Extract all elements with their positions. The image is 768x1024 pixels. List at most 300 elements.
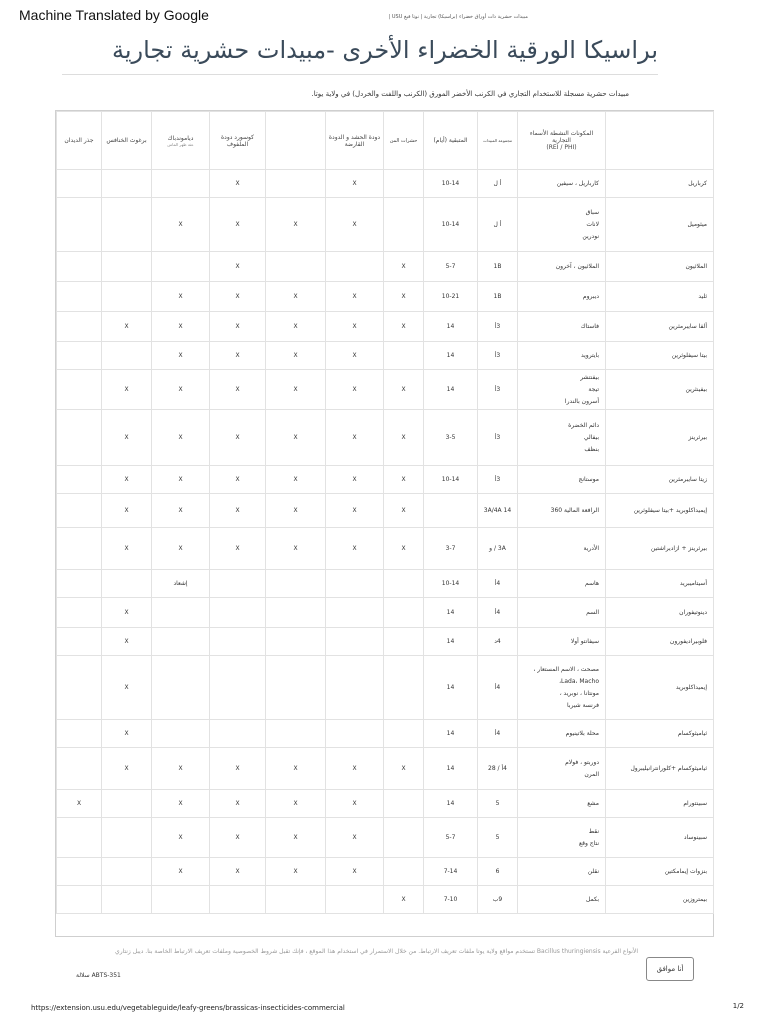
insecticide-table-container — [55, 110, 714, 937]
header-maggot: جذر الديدان — [57, 112, 102, 170]
group-cell: 1B — [478, 282, 518, 312]
worm-mark: X — [326, 466, 384, 494]
active-ingredient-cell: ميثوميل — [606, 198, 714, 252]
maggot-mark — [57, 528, 102, 570]
maggot-mark — [57, 886, 102, 914]
active-ingredient-cell: سبينوساد — [606, 818, 714, 858]
group-cell: أ ل — [478, 170, 518, 198]
looper-mark — [210, 628, 266, 656]
flea-mark: X — [102, 720, 152, 748]
brand-names-cell — [518, 720, 606, 748]
group-cell: 6 — [478, 858, 518, 886]
empty-mark: X — [266, 466, 326, 494]
active-ingredient-cell: بيتا سيفلوثرين — [606, 342, 714, 370]
maggot-mark — [57, 170, 102, 198]
dbm-mark — [152, 598, 210, 628]
worm-mark: X — [326, 528, 384, 570]
brand-name: موستانج — [578, 475, 599, 483]
empty-mark: X — [266, 282, 326, 312]
phi-cell: 14 — [424, 312, 478, 342]
flea-mark: X — [102, 466, 152, 494]
worm-mark: X — [326, 748, 384, 790]
dbm-mark: X — [152, 818, 210, 858]
header-group: مجموعة المبيدات — [478, 112, 518, 170]
brand-name: المرن — [584, 770, 599, 778]
brand-name: محلة بلاتينيوم — [565, 729, 599, 737]
looper-mark — [210, 720, 266, 748]
brand-names-cell — [518, 818, 606, 858]
brand-names-cell — [518, 282, 606, 312]
table-row — [57, 252, 714, 282]
brand-name: بايترويد — [580, 351, 599, 359]
brand-names-cell — [518, 466, 606, 494]
brand-name: الرافعة المالية 360 — [550, 506, 599, 514]
empty-mark: X — [266, 818, 326, 858]
brand-names-cell — [518, 252, 606, 282]
dbm-mark — [152, 656, 210, 720]
maggot-mark — [57, 570, 102, 598]
table-row — [57, 342, 714, 370]
worm-mark — [326, 628, 384, 656]
empty-mark — [266, 598, 326, 628]
looper-mark: X — [210, 252, 266, 282]
brand-name: نقلن — [587, 867, 599, 875]
flea-mark: X — [102, 598, 152, 628]
brand-names-cell — [518, 312, 606, 342]
active-ingredient-cell: بيرثرينز + ازاديراشتين — [606, 528, 714, 570]
brand-name: بكمل — [586, 895, 599, 903]
table-row — [57, 628, 714, 656]
phi-cell: 14 — [424, 598, 478, 628]
brand-names-cell — [518, 170, 606, 198]
aphid-mark — [384, 818, 424, 858]
brand-name: نودرين — [582, 232, 599, 240]
dbm-mark: X — [152, 790, 210, 818]
worm-mark: X — [326, 342, 384, 370]
brand-name: نقط — [588, 827, 599, 835]
phi-cell: 7-10 — [424, 886, 478, 914]
maggot-mark — [57, 410, 102, 466]
dbm-mark: X — [152, 198, 210, 252]
dbm-mark: X — [152, 410, 210, 466]
maggot-mark — [57, 628, 102, 656]
active-ingredient-cell: أسيتاميبريد — [606, 570, 714, 598]
empty-mark: X — [266, 198, 326, 252]
group-cell: 3أ — [478, 410, 518, 466]
aphid-mark: X — [384, 252, 424, 282]
worm-mark: X — [326, 858, 384, 886]
maggot-mark — [57, 818, 102, 858]
page-subtitle: مبيدات حشرية مسجلة للاستخدام التجاري في الكرنب الأخضر المورق (الكرنب واللفت والخردل) في ولاية يوتا. — [311, 90, 629, 98]
phi-cell: 10-21 — [424, 282, 478, 312]
header-brand-label: المكونات النشطة الأسماء التجارية — [529, 130, 594, 144]
empty-mark: X — [266, 370, 326, 410]
looper-mark: X — [210, 312, 266, 342]
maggot-mark — [57, 858, 102, 886]
dbm-mark: X — [152, 494, 210, 528]
group-cell: 4أ — [478, 570, 518, 598]
dbm-mark: X — [152, 858, 210, 886]
dbm-mark: X — [152, 342, 210, 370]
aphid-mark — [384, 570, 424, 598]
brand-names-cell — [518, 858, 606, 886]
header-dbm-sub: عثة ظهر الماس — [167, 141, 194, 147]
empty-mark: X — [266, 494, 326, 528]
flea-mark — [102, 886, 152, 914]
group-cell: 4أ — [478, 598, 518, 628]
worm-mark — [326, 252, 384, 282]
worm-mark: X — [326, 170, 384, 198]
active-ingredient-cell: كرباريل — [606, 170, 714, 198]
maggot-mark — [57, 466, 102, 494]
aphid-mark — [384, 656, 424, 720]
flea-mark: X — [102, 656, 152, 720]
cookie-notice: الأنواع الفرعية Bacillus thuringiensis تستخدم مواقع ولاية يوتا ملفات تعريف الارتباط. من خلال الاستمرار في استخدام هذا الموقع ، فإنك تقبل شروط الخصوصية وملفات تعريف الارتباط الخاصة بنا. ديبل زنتاري — [115, 948, 638, 955]
active-ingredient-cell: بيفينثرين — [606, 370, 714, 410]
dbm-mark: X — [152, 312, 210, 342]
table-row — [57, 748, 714, 790]
maggot-mark: X — [57, 790, 102, 818]
header-dbm-label: دياموندباك — [167, 134, 194, 142]
active-ingredient-cell: فلوبيراديفورون — [606, 628, 714, 656]
brand-name: دوربتو ، فولام — [565, 758, 599, 766]
worm-mark: X — [326, 370, 384, 410]
aphid-mark: X — [384, 528, 424, 570]
brand-name: سباق — [585, 208, 599, 216]
looper-mark: X — [210, 170, 266, 198]
table-row — [57, 370, 714, 410]
aphid-mark: X — [384, 410, 424, 466]
table-row — [57, 528, 714, 570]
phi-cell: 10-14 — [424, 198, 478, 252]
looper-mark — [210, 656, 266, 720]
brand-name: فاستاك — [580, 322, 599, 330]
aphid-mark: X — [384, 886, 424, 914]
phi-cell: 10-14 — [424, 170, 478, 198]
header-worm: دودة الحشد و الدودة القارضة — [326, 112, 384, 170]
worm-mark — [326, 570, 384, 598]
phi-cell: 3-7 — [424, 528, 478, 570]
phi-cell: 5-7 — [424, 818, 478, 858]
phi-cell: 3-5 — [424, 410, 478, 466]
table-row — [57, 410, 714, 466]
looper-mark: X — [210, 818, 266, 858]
brand-names-cell — [518, 198, 606, 252]
active-ingredient-cell: إيميداكلوبريد — [606, 656, 714, 720]
empty-mark — [266, 886, 326, 914]
brand-names-cell — [518, 886, 606, 914]
phi-cell: 14 — [424, 720, 478, 748]
aphid-mark — [384, 790, 424, 818]
aphid-mark: X — [384, 312, 424, 342]
empty-mark — [266, 656, 326, 720]
header-empty — [266, 112, 326, 170]
dbm-mark: X — [152, 528, 210, 570]
brand-name: ديبروم — [582, 292, 599, 300]
header-flea: برغوث الخنافس — [102, 112, 152, 170]
brand-name: كارباريل ، سيفين — [556, 179, 599, 187]
group-cell: 3أ — [478, 312, 518, 342]
table-row — [57, 282, 714, 312]
page-title: براسيكا الورقية الخضراء الأخرى -مبيدات حشرية تجارية — [111, 36, 658, 64]
worm-mark: X — [326, 818, 384, 858]
looper-mark — [210, 886, 266, 914]
dbm-mark: X — [152, 370, 210, 410]
looper-mark: X — [210, 342, 266, 370]
brand-name: سيفانتو أولا — [570, 637, 599, 645]
flea-mark — [102, 342, 152, 370]
aphid-mark — [384, 628, 424, 656]
looper-mark: X — [210, 198, 266, 252]
flea-mark: X — [102, 370, 152, 410]
table-row — [57, 570, 714, 598]
looper-mark: X — [210, 790, 266, 818]
worm-mark — [326, 598, 384, 628]
group-cell: 4أ — [478, 720, 518, 748]
brand-name: Lada، Macho، — [559, 677, 599, 685]
brand-name: مونتانا ، نوبريد ، — [559, 689, 599, 697]
phi-cell: 14 — [424, 656, 478, 720]
active-ingredient-cell: إيميداكلوبريد +بيتا سيفلوثرين — [606, 494, 714, 528]
empty-mark: X — [266, 748, 326, 790]
worm-mark: X — [326, 198, 384, 252]
header-looper: كوسورد دودة الملفوف — [210, 112, 266, 170]
flea-mark: X — [102, 528, 152, 570]
phi-cell: 14 — [424, 370, 478, 410]
maggot-mark — [57, 656, 102, 720]
looper-mark: X — [210, 370, 266, 410]
dbm-mark: X — [152, 466, 210, 494]
table-row — [57, 466, 714, 494]
brand-name: بيفالي — [583, 433, 599, 441]
browser-header: مبيدات حشرية ذات أوراق خضراء (براسيكا) تجارية | نوتا فيغ USU | — [388, 14, 528, 20]
empty-mark: X — [266, 342, 326, 370]
group-cell: 3A / و — [478, 528, 518, 570]
aphid-mark — [384, 858, 424, 886]
phi-cell: 5-7 — [424, 252, 478, 282]
aphid-mark — [384, 342, 424, 370]
empty-mark — [266, 628, 326, 656]
empty-mark — [266, 720, 326, 748]
table-row — [57, 494, 714, 528]
maggot-mark — [57, 748, 102, 790]
flea-mark: X — [102, 494, 152, 528]
insecticide-table — [56, 111, 714, 914]
header-dbm — [152, 112, 210, 170]
aphid-mark — [384, 598, 424, 628]
group-cell: 1B — [478, 252, 518, 282]
active-ingredient-cell: ثياميثوكسام — [606, 720, 714, 748]
dbm-mark — [152, 628, 210, 656]
aphid-mark: X — [384, 466, 424, 494]
brand-name: بنظف — [584, 445, 599, 453]
active-ingredient-cell: دينوتيفوران — [606, 598, 714, 628]
group-cell: 3أ — [478, 342, 518, 370]
active-ingredient-cell: بيرثرينز — [606, 410, 714, 466]
header-rei-label: (REI / PHI) — [546, 144, 577, 151]
group-cell: 5 — [478, 790, 518, 818]
brand-name: فرنسة شيربا — [567, 701, 599, 709]
dbm-mark — [152, 252, 210, 282]
header-phi: المتبقية (أيام) — [424, 112, 478, 170]
looper-mark — [210, 598, 266, 628]
empty-mark: X — [266, 790, 326, 818]
aphid-mark: X — [384, 370, 424, 410]
group-cell: 3A/4A 14 — [478, 494, 518, 528]
brand-name: نتاج وقع — [578, 839, 599, 847]
brand-name: مصحت ، الاسم المستعار ، — [533, 665, 599, 673]
phi-cell: 10-14 — [424, 466, 478, 494]
brand-name: دائم الخضرة — [568, 421, 599, 429]
worm-mark: X — [326, 494, 384, 528]
header-aphid: حشرات المن — [384, 112, 424, 170]
page-url: https://extension.usu.edu/vegetableguide/leafy-greens/brassicas-insecticides-commercial — [31, 1004, 345, 1012]
active-ingredient-cell: ثليد — [606, 282, 714, 312]
maggot-mark — [57, 342, 102, 370]
active-ingredient-cell: ثياميثوكسام +كلورانترانيليبرول — [606, 748, 714, 790]
empty-mark — [266, 252, 326, 282]
flea-mark — [102, 570, 152, 598]
empty-mark — [266, 170, 326, 198]
worm-mark: X — [326, 410, 384, 466]
flea-mark — [102, 818, 152, 858]
dbm-mark: إشعاد — [152, 570, 210, 598]
active-ingredient-cell: الملاثيون — [606, 252, 714, 282]
aphid-mark: X — [384, 282, 424, 312]
brand-names-cell — [518, 370, 606, 410]
brand-name: السم — [586, 608, 599, 616]
active-ingredient-cell: بيمتروزين — [606, 886, 714, 914]
group-cell: 4د — [478, 628, 518, 656]
empty-mark — [266, 570, 326, 598]
aphid-mark: X — [384, 748, 424, 790]
phi-cell — [424, 494, 478, 528]
brand-name: أسرون بالندرا — [564, 397, 599, 405]
looper-mark: X — [210, 494, 266, 528]
group-cell: أ ل — [478, 198, 518, 252]
looper-mark: X — [210, 858, 266, 886]
phi-cell: 14 — [424, 790, 478, 818]
group-cell: 5 — [478, 818, 518, 858]
table-row — [57, 886, 714, 914]
worm-mark: X — [326, 790, 384, 818]
empty-mark: X — [266, 312, 326, 342]
group-cell: 4أ / 28 — [478, 748, 518, 790]
group-cell: 3أ — [478, 370, 518, 410]
maggot-mark — [57, 370, 102, 410]
worm-mark — [326, 720, 384, 748]
brand-names-cell — [518, 748, 606, 790]
active-ingredient-cell: سبينتورام — [606, 790, 714, 818]
table-row — [57, 656, 714, 720]
group-cell: 9ب — [478, 886, 518, 914]
brand-name: الأدرية — [583, 544, 599, 552]
page-number: 1/2 — [732, 1002, 744, 1010]
flea-mark: X — [102, 628, 152, 656]
looper-mark: X — [210, 466, 266, 494]
aphid-mark — [384, 170, 424, 198]
looper-mark: X — [210, 410, 266, 466]
header-ingredient — [606, 112, 714, 170]
worm-mark: X — [326, 282, 384, 312]
table-header-row — [57, 112, 714, 170]
maggot-mark — [57, 282, 102, 312]
brand-name: الملاثيون ، آخرون — [555, 262, 599, 270]
brand-names-cell — [518, 656, 606, 720]
table-row — [57, 312, 714, 342]
dbm-mark — [152, 720, 210, 748]
flea-mark — [102, 252, 152, 282]
maggot-mark — [57, 198, 102, 252]
table-row — [57, 720, 714, 748]
brand-name: لانات — [586, 220, 599, 228]
dbm-mark: X — [152, 282, 210, 312]
looper-mark: X — [210, 282, 266, 312]
table-row — [57, 198, 714, 252]
looper-mark — [210, 570, 266, 598]
brand-name: هاسم — [584, 579, 599, 587]
group-cell: 4أ — [478, 656, 518, 720]
brand-name: تيجة — [588, 385, 599, 393]
empty-mark: X — [266, 410, 326, 466]
dbm-mark: X — [152, 748, 210, 790]
worm-mark: X — [326, 312, 384, 342]
brand-names-cell — [518, 494, 606, 528]
looper-mark: X — [210, 528, 266, 570]
dbm-mark — [152, 886, 210, 914]
brand-names-cell — [518, 790, 606, 818]
strain-label: سلالة ABTS-351 — [76, 972, 121, 979]
group-cell: 3أ — [478, 466, 518, 494]
brand-name: بيفنتشر — [580, 373, 599, 381]
aphid-mark — [384, 720, 424, 748]
machine-translated-watermark: Machine Translated by Google — [19, 7, 209, 23]
phi-cell: 7-14 — [424, 858, 478, 886]
table-row — [57, 170, 714, 198]
brand-names-cell — [518, 570, 606, 598]
active-ingredient-cell: بنزوات إيمامكتين — [606, 858, 714, 886]
aphid-mark — [384, 198, 424, 252]
maggot-mark — [57, 252, 102, 282]
aphid-mark: X — [384, 494, 424, 528]
flea-mark: X — [102, 410, 152, 466]
empty-mark: X — [266, 528, 326, 570]
flea-mark — [102, 790, 152, 818]
worm-mark — [326, 656, 384, 720]
active-ingredient-cell: ألفا سايبرمثرين — [606, 312, 714, 342]
flea-mark — [102, 198, 152, 252]
brand-names-cell — [518, 410, 606, 466]
flea-mark: X — [102, 312, 152, 342]
table-row — [57, 818, 714, 858]
flea-mark — [102, 282, 152, 312]
phi-cell: 10-14 — [424, 570, 478, 598]
looper-mark: X — [210, 748, 266, 790]
brand-names-cell — [518, 342, 606, 370]
empty-mark: X — [266, 858, 326, 886]
brand-name: مشع — [587, 799, 599, 807]
maggot-mark — [57, 312, 102, 342]
phi-cell: 14 — [424, 628, 478, 656]
maggot-mark — [57, 598, 102, 628]
phi-cell: 14 — [424, 748, 478, 790]
brand-names-cell — [518, 628, 606, 656]
agree-button[interactable]: أنا موافق — [646, 957, 694, 981]
brand-names-cell — [518, 528, 606, 570]
table-row — [57, 598, 714, 628]
brand-names-cell — [518, 598, 606, 628]
table-row — [57, 858, 714, 886]
